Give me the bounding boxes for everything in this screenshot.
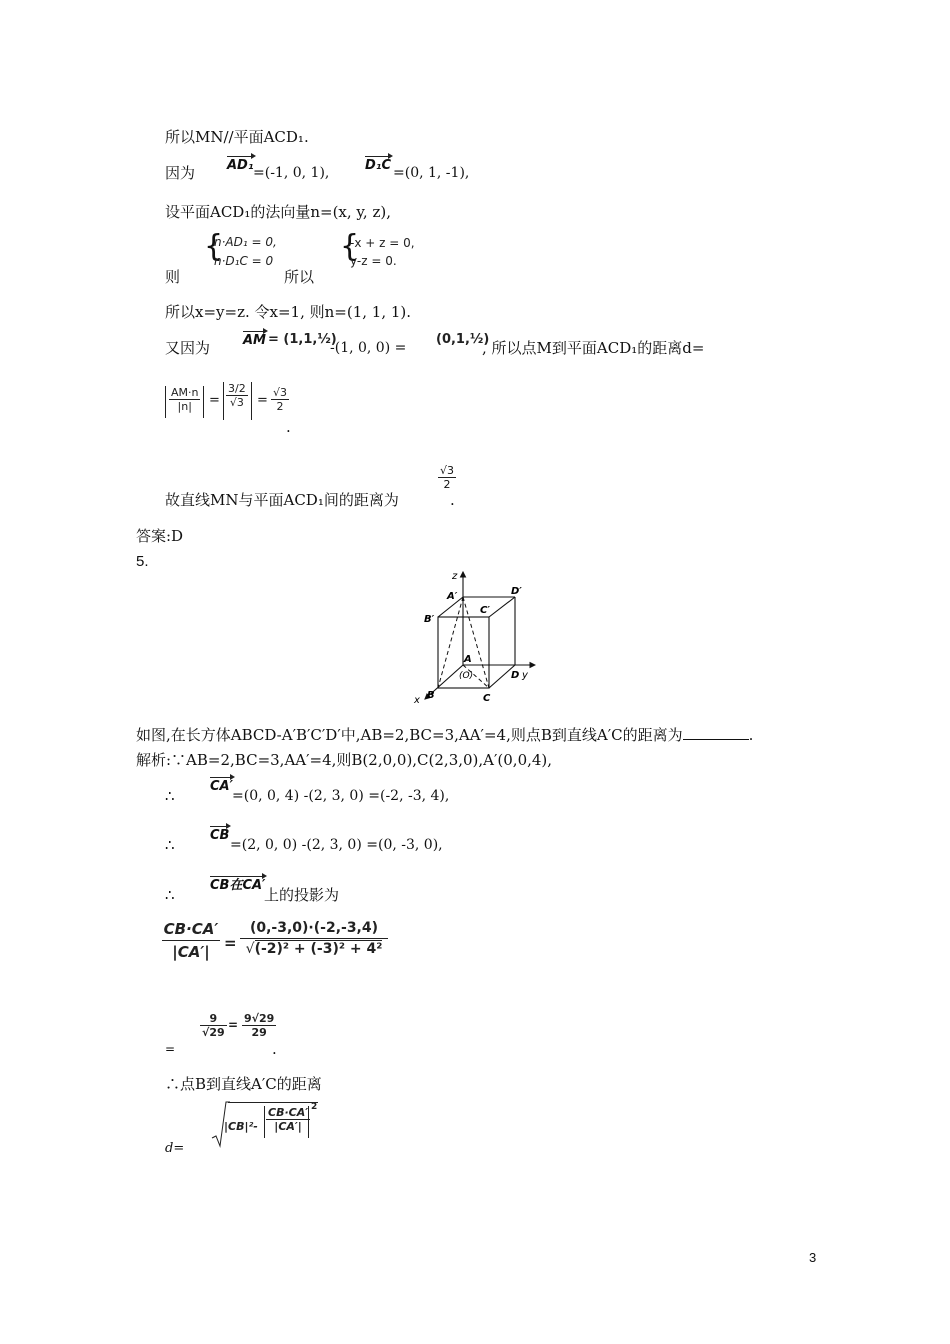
vector-d1c [365,159,391,173]
distance-formula: $\frac{AM\cdot n}{|n|}$ = $\frac{3/2}{√3}$ = $\frac{√3}{2}$ [165,386,295,426]
label-c-prime: C′ [480,605,490,616]
final-den: 2 [443,478,451,491]
dist-den: |n| [177,400,192,413]
period-2: . [450,491,455,509]
label-z: z [452,571,458,582]
label-d-prime: D′ [511,586,522,597]
label-x: x [414,695,420,705]
label-b: B [427,690,435,701]
vector-ca-prime-label: CA′ [210,779,234,794]
r-den2: 29 [251,1026,267,1039]
d1c-value: =(0, 1, -1), [393,165,470,181]
label-b-prime: B′ [424,614,435,625]
vector-cb [210,829,229,843]
vector-cb-label: CB [210,828,230,843]
equals-sign: = [165,1042,176,1056]
analysis-line: 解析:∵AB=2,BC=3,AA′=4,则B(2,0,0),C(2,3,0),A′(0,0,4), [136,751,553,769]
so-text: 所以 [284,268,315,286]
am-result: (0,1,½) [436,332,490,347]
r-num1: 9 [200,1012,227,1026]
ad1-value: =(-1, 0, 1), [253,165,330,181]
ca-prime-value: =(0, 0, 4) -(2, 3, 0) =(-2, -3, 4), [232,788,450,804]
vector-ca-prime [210,780,233,794]
therefore-1: ∴ [165,787,175,805]
cb-value: =(2, 0, 0) -(2, 3, 0) =(0, -3, 0), [230,837,443,853]
dist-mid-den: √3 [229,396,244,409]
distance-d-text: , 所以点M到平面ACD₁的距离d= [482,339,705,357]
dist-res-num: √3 [273,386,288,399]
system1-eq2: n·D₁C = 0 [214,254,274,268]
d-expr-den: |CA′| [274,1120,302,1133]
period-3: . [272,1040,277,1058]
label-c: C [483,693,491,704]
system1-brace: { [204,229,224,264]
line-mn-parallel: 所以MN//平面ACD₁. [165,128,309,146]
r-den1: √29 [202,1026,225,1039]
d-expr-num: CB·CA′ [268,1106,309,1119]
dist-mid-num: 3/2 [228,382,246,395]
then-text: 则 [165,268,181,286]
page-number: 3 [809,1250,817,1265]
d-expr-part-a: |CB|²- [224,1120,258,1133]
line-x-eq-y-eq-z: 所以x=y=z. 令x=1, 则n=(1, 1, 1). [165,303,412,321]
result-fraction: $\frac{9}{√29}$ = $\frac{9√29}{29}$ [202,1012,275,1039]
final-num: √3 [440,464,455,477]
label-origin: (O) [459,671,474,681]
d-label: d= [165,1141,185,1156]
line-normal-vector: 设平面ACD₁的法向量n=(x, y, z), [165,203,391,221]
proj-lhs-num: CB·CA′ [162,920,220,941]
question-body: 如图,在长方体ABCD-A′B′C′D′中,AB=2,BC=3,AA′=4,则点B到直线A′C的距离为 [136,726,683,744]
label-d: D [511,670,520,681]
d-expression: |CB|²- $\frac{CB\cdot CA'}{|CA'|}$ 2 [210,1100,320,1150]
label-a-prime: A′ [447,591,458,602]
again-because-text: 又因为 [165,339,211,357]
minus-100: -(1, 0, 0) = [330,340,407,356]
proj-rhs-num: (0,-3,0)·(-2,-3,4) [240,920,388,939]
projection-text: 上的投影为 [264,886,340,904]
answer: 答案:D [136,527,184,545]
vector-cb-on-ca-label: CB在CA′ [210,878,266,893]
vector-cb-on-ca [210,879,265,893]
projection-formula: $\frac{CB\cdot CA'}{|CA'|}$ = (0,-3,0)·(-2,-3,4) √(-2)² + (-3)² + 4² [162,920,392,980]
vector-am-label: AM [243,333,266,348]
system2-eq2: y-z = 0. [350,254,397,268]
answer-blank [683,725,749,740]
proj-lhs-den: |CA′| [172,943,210,961]
question-number: 5. [136,553,149,570]
dist-res-den: 2 [276,400,284,413]
r-num2: 9√29 [244,1012,275,1025]
system2-eq1: -x + z = 0, [350,236,415,250]
am-value: = (1,1,½) [268,332,337,347]
question-text [136,725,753,744]
vector-ad1-label: AD₁ [227,158,254,173]
distance-mn-text: 故直线MN与平面ACD₁间的距离为 [165,491,399,509]
because-text: 因为 [165,164,196,182]
question-end: . [748,726,754,744]
cuboid-figure [410,565,540,705]
label-a: A [464,654,472,665]
final-fraction [438,464,456,491]
label-y: y [522,670,528,681]
distance-b-line: ∴点B到直线A′C的距离 [165,1075,322,1093]
vector-d1c-label: D₁C [365,158,392,173]
system2-brace: { [340,229,360,264]
system1-eq1: n·AD₁ = 0, [214,235,277,249]
therefore-2: ∴ [165,836,175,854]
dist-num: AM·n [171,386,199,399]
proj-rhs-den: (-2)² + (-3)² + 4² [254,941,383,957]
period-1: . [286,418,291,436]
therefore-3: ∴ [165,886,175,904]
vector-ad1 [227,159,254,173]
vector-am [243,334,266,348]
line-because-vectors [165,164,195,182]
